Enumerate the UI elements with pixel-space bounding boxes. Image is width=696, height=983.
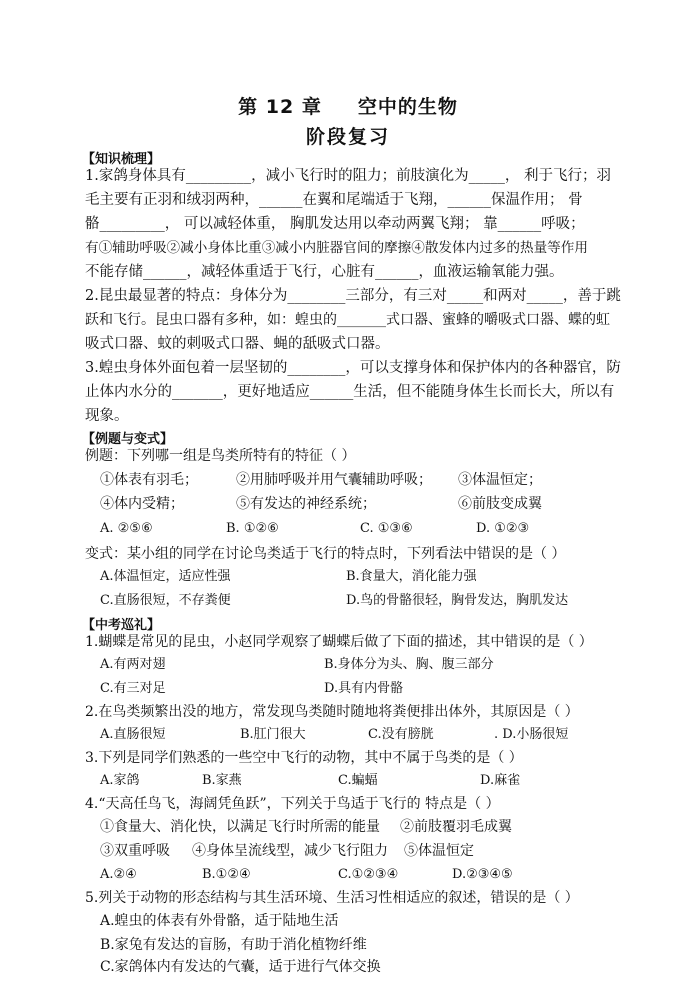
exam-q2-option-c: C.没有膀胱 [368,727,434,742]
exam-q4-option-c: C.①②③④ [338,867,399,882]
example-option-b: B. ①②⑥ [226,521,279,536]
knowledge-line: 3.蝗虫身体外面包着一层坚韧的________，可以支撑身体和保护体内的各种器官，防 [85,360,621,376]
knowledge-line: 1.家鸽身体具有_________，减小飞行时的阻力；前肢演化为_____， 利于飞行；羽 [85,168,611,184]
exam-q1-option-c: C.有三对足 [100,681,166,696]
exam-q4-option-b: B.①②④ [202,867,251,882]
exam-q4-option-d: D.②③④⑤ [452,867,513,882]
knowledge-heading: 【知识梳理】 [82,152,161,167]
variant-option-b: B.食量大，消化能力强 [346,569,477,584]
exam-q4-item: ④身体呈流线型，减少飞行阻力 [192,843,388,859]
exam-q3-option-d: D.麻雀 [480,773,521,788]
example-item: ⑥前肢变成翼 [458,496,542,512]
chapter-name: 空中的生物 [357,96,458,118]
knowledge-line: 不能存储______，减轻体重适于飞行，心脏有______，血液运输氧能力强。 [85,264,564,280]
exam-heading: 【中考巡礼】 [82,618,161,633]
example-option-c: C. ①③⑥ [360,521,413,536]
exam-question-3: 3.下列是同学们熟悉的一些空中飞行的动物，其中不属于鸟类的是（ ） [85,750,523,766]
example-question: 例题：下列哪一组是鸟类所特有的特征（ ） [85,448,356,464]
exam-q3-option-b: B.家燕 [202,773,242,788]
example-item: ②用肺呼吸并用气囊辅助呼吸； [236,472,432,488]
review-subtitle: 阶段复习 [305,126,390,148]
example-option-a: A. ②⑤⑥ [100,521,153,536]
exam-q1-option-a: A.有两对翅 [100,657,166,672]
exam-q1-option-b: B.身体分为头、胸、腹三部分 [324,657,494,672]
exam-q3-option-a: A.家鸽 [100,773,140,788]
exam-q4-item: ②前肢覆羽毛成翼 [400,819,512,835]
knowledge-line: 毛主要有正羽和绒羽两种，______在翼和尾端适于飞翔，______保温作用； 骨 [85,192,583,208]
exam-q2-option-b: B.肛门很大 [240,727,306,742]
exam-q5-option-c: C.家鸽体内有发达的气囊，适于进行气体交换 [100,959,381,975]
example-option-d: D. ①②③ [476,521,530,536]
knowledge-line: 止体内水分的_______，更好地适应______生活，但不能随身体生长而长大，所以有 [85,384,615,400]
variant-option-a: A.体温恒定，适应性强 [100,569,231,584]
knowledge-line: 2.昆虫最显著的特点：身体分为________三部分，有三对_____和两对_____，善于跳 [85,288,621,304]
exam-q3-option-c: C.蝙蝠 [338,773,378,788]
example-item: ⑤有发达的神经系统； [236,496,376,512]
exam-q1-option-d: D.具有内骨骼 [324,681,404,696]
exam-q4-item: ③双重呼吸 [100,843,170,859]
exam-question-5: 5.列关于动物的形态结构与其生活环境、生活习性相适应的叙述，错误的是（ ） [85,890,579,906]
exam-q2-option-d: . D.小肠很短 [494,727,569,742]
exam-q4-option-a: A.②④ [100,867,137,882]
chapter-title [0,92,696,119]
variant-option-c: C.直肠很短，不存粪便 [100,593,231,608]
example-item: ④体内受精； [100,496,184,512]
chapter-number: 第 12 章 [238,96,322,118]
variant-question: 变式：某小组的同学在讨论鸟类适于飞行的特点时，下列看法中错误的是（ ） [85,546,566,562]
examples-heading: 【例题与变式】 [82,432,174,447]
exam-question-4: 4.“天高任鸟飞，海阔凭鱼跃”，下列关于鸟适于飞行的 特点是（ ） [85,796,500,812]
exam-question-2: 2.在鸟类频繁出没的地方，常发现鸟类随时随地将粪便排出体外，其原因是（ ） [85,704,579,720]
example-item: ①体表有羽毛； [100,472,198,488]
exam-q5-option-b: B.家兔有发达的盲肠，有助于消化植物纤维 [100,937,367,953]
example-item: ③体温恒定； [458,472,542,488]
variant-option-d: D.鸟的骨骼很轻，胸骨发达，胸肌发达 [346,593,569,608]
knowledge-line: 现象。 [85,408,129,424]
knowledge-line: 有①辅助呼吸②减小身体比重③减小内脏器官间的摩擦④散发体内过多的热量等作用 [85,240,588,256]
exam-q5-option-a: A.蝗虫的体表有外骨骼，适于陆地生活 [100,913,339,929]
exam-q4-item: ⑤体温恒定 [404,843,474,859]
exam-question-1: 1.蝴蝶是常见的昆虫，小赵同学观察了蝴蝶后做了下面的描述，其中错误的是（ ） [85,634,593,650]
exam-q4-item: ①食量大、消化快，以满足飞行时所需的能量 [100,819,380,835]
knowledge-line: 跃和飞行。昆虫口器有多种，如：蝗虫的_______式口器、蜜蜂的嚼吸式口器、蝶的虹 [85,312,610,328]
knowledge-line: 吸式口器、蚊的刺吸式口器、蝇的舐吸式口器。 [85,336,390,352]
exam-q2-option-a: A.直肠很短 [100,727,166,742]
knowledge-line: 骼_________， 可以减轻体重， 胸肌发达用以牵动两翼飞翔； 靠______呼吸； [85,216,585,232]
